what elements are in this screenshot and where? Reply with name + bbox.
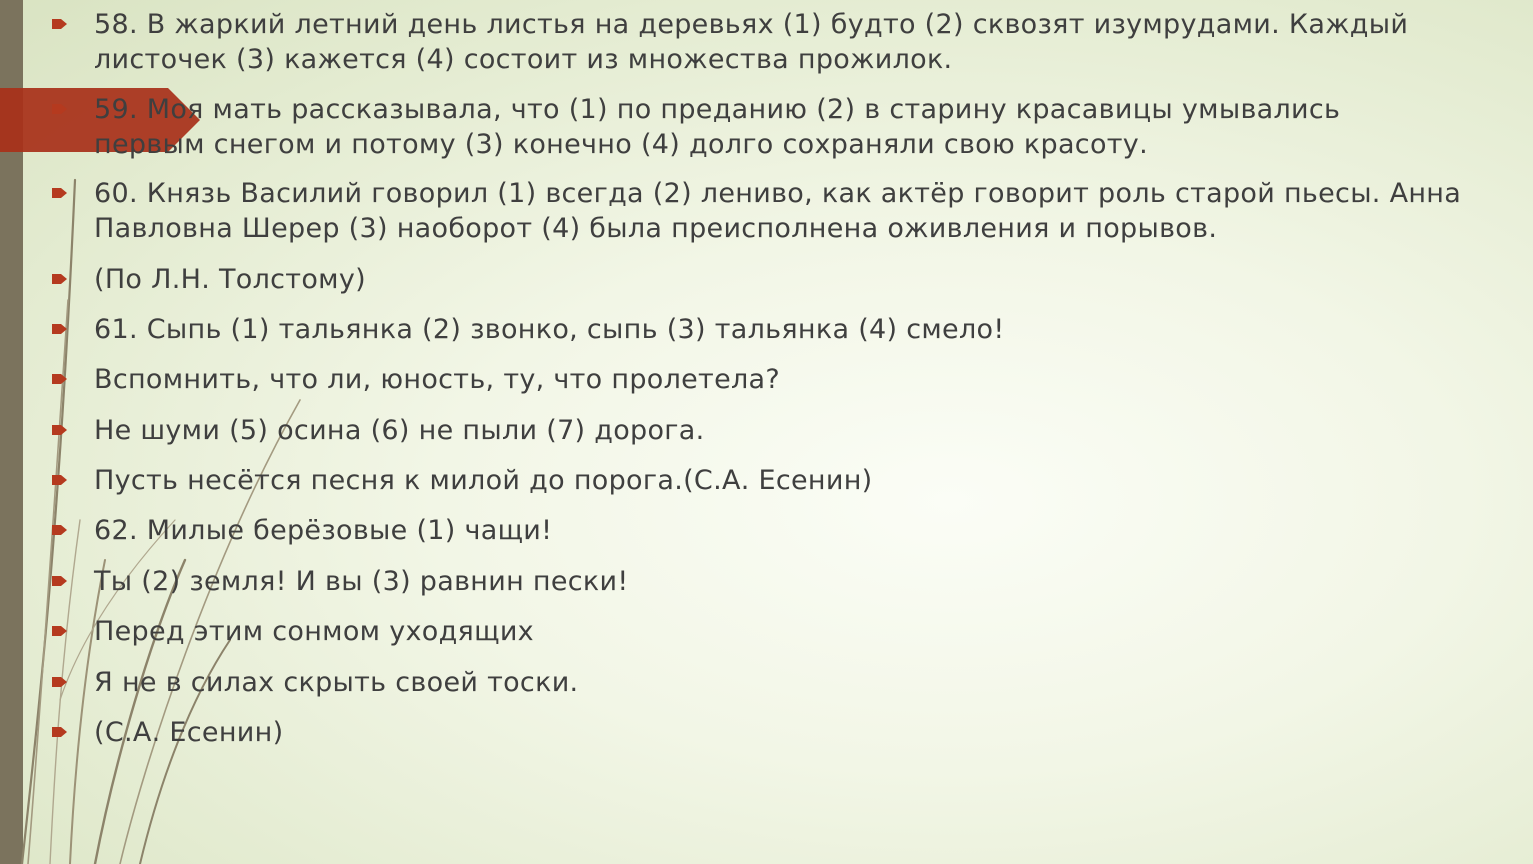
arrow-bullet-icon [52,273,68,285]
list-item-text: 59. Моя мать рассказывала, что (1) по преданию (2) в старину красавицы умывались первым снегом и потому (3) конечно (4) долго сохраняли свою красоту. [94,94,1341,160]
list-item [52,92,1472,162]
arrow-bullet-icon [52,103,68,115]
list-item [52,614,1472,649]
list-item [52,564,1472,599]
list-item-text: Я не в силах скрыть своей тоски. [94,667,579,698]
list-item-text: 58. В жаркий летний день листья на деревьях (1) будто (2) сквозят изумрудами. Каждый листочек (3) кажется (4) состоит из множества прожилок. [94,9,1409,75]
arrow-bullet-icon [52,575,68,587]
list-item [52,413,1472,448]
list-item [52,312,1472,347]
list-item-text: 61. Сыпь (1) тальянка (2) звонко, сыпь (3) тальянка (4) смело! [94,314,1005,345]
list-item-text: Пусть несётся песня к милой до порога.(С.А. Есенин) [94,465,873,496]
arrow-bullet-icon [52,187,68,199]
list-item-text: 60. Князь Василий говорил (1) всегда (2) лениво, как актёр говорит роль старой пьесы. Анна Павловна Шерер (3) наоборот (4) была преисполнена оживления и порывов. [94,178,1462,244]
list-item-text: Вспомнить, что ли, юность, ту, что пролетела? [94,364,781,395]
list-item [52,665,1472,700]
list-item-text: (По Л.Н. Толстому) [94,264,366,295]
arrow-bullet-icon [52,524,68,536]
arrow-bullet-icon [52,18,68,30]
list-item [52,513,1472,548]
arrow-bullet-icon [52,373,68,385]
arrow-bullet-icon [52,625,68,637]
list-item-text: 62. Милые берёзовые (1) чащи! [94,515,553,546]
list-item [52,362,1472,397]
list-item [52,7,1472,77]
arrow-bullet-icon [52,323,68,335]
arrow-bullet-icon [52,474,68,486]
list-item-text: Ты (2) земля! И вы (3) равнин пески! [94,566,629,597]
list-item [52,262,1472,297]
list-item-text: Перед этим сонмом уходящих [94,616,534,647]
list-item-text: (С.А. Есенин) [94,717,284,748]
list-item [52,176,1472,246]
arrow-bullet-icon [52,424,68,436]
list-item [52,463,1472,498]
arrow-bullet-icon [52,676,68,688]
arrow-bullet-icon [52,726,68,738]
list-item [52,715,1472,750]
list-item-text: Не шуми (5) осина (6) не пыли (7) дорога. [94,415,705,446]
